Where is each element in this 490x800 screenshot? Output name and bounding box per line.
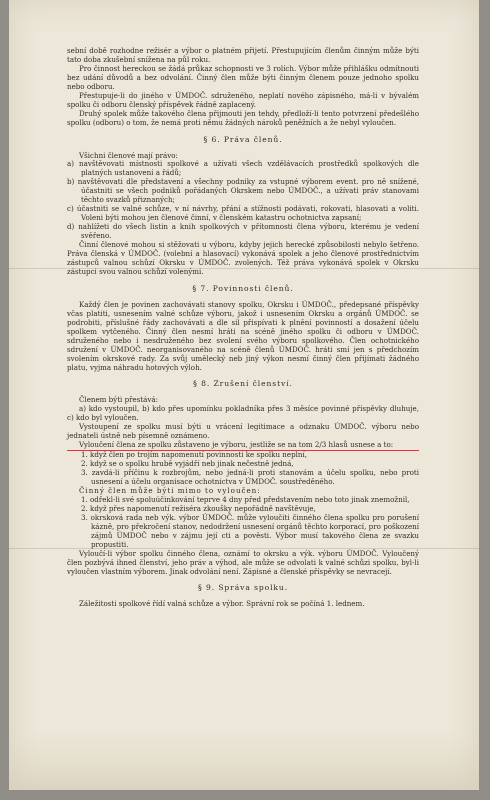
section-paragraph: Záležitosti spolkové řídí valná schůze a výbor. Správní rok se počíná 1. lednem.	[79, 599, 365, 609]
expulsion-item: 2. když přes napomenutí režiséra zkoušky nepořádně navštěvuje,	[81, 503, 316, 513]
rights-item: d) nahlížeti do všech listin a knih spolkových v přítomnosti člena výboru, kterému je vedení svěřeno.	[67, 222, 419, 241]
expulsion-item: 1. odřekl-li své spoluúčinkování teprve 4 dny před představením nebo toto jinak znemožnil,	[81, 494, 410, 504]
section-paragraph: Vyloučí-li výbor spolku činného člena, oznámí to okrsku a výk. výboru ÚMDOČ. Vyloučený člen pozbývá ihned členství, jeho práv a výhod, ale může se odvolati k valné schůzi spolku, byl-li vyloučen vlastním výborem. Jinak odvolání není. Zápisné a členské příspěvky se nevracejí.	[67, 548, 419, 576]
section-heading: § 8. Zrušení členství.	[193, 379, 293, 389]
rights-item: a) navštěvovati místnosti spolkové a užívati všech vzdělávacích prostředků spolkových dle platných ustanovení a řádů;	[67, 159, 419, 178]
section-heading: § 9. Správa spolku.	[197, 583, 289, 593]
section-heading: § 6. Práva členů.	[203, 134, 283, 144]
expulsion-item: 1. když člen po trojím napomenutí povinnosti ke spolku neplní,	[81, 450, 307, 460]
section-paragraph: Každý člen je povinen zachovávati stanovy spolku, Okrsku i ÚMDOČ., předepsané příspěvky včas platiti, usnesením valné schůze výboru, jakož i usnesením Okrsku a orgánů ÚMDOČ. se podrobiti, příslušné řády zachovávati a dle sil přispívati k plnění povinností a dosažení účelu spolkem vytčeného. Činný člen nesmí hráti na scéně jiného spolku či odboru v ÚMDOČ. sdruženého nebo i nesdruženého bez svolení svého výboru spolkového. Člen ochotnického sdružení v ÚMDOČ. neorganisovaného na scéně členů ÚMDOČ. hráti smí jen s předchozím svolením okrskové rady. Za svůj umělecký neb jiný výkon nesmí činný člen přijímati žádného platu, vyjma náhradu hotových výloh.	[67, 299, 419, 372]
section-paragraph: Vystoupení ze spolku musí býti u vrácení legitimace a odznaku ÚMDOČ. výboru nebo jednateli ústně neb písemně oznámeno.	[67, 422, 419, 441]
expulsion-item: 2. když se o spolku hrubě vyjádří neb jinak nečestně jedná,	[81, 459, 294, 469]
rights-item: c) účastniti se valné schůze, v ní návrhy, přání a stížnosti podávati, rokovati, hlasovati a voliti. Voleni býti mohou jen členové činní, v členském katastru ochotnictva zapsaní;	[67, 204, 419, 223]
section-lead: Činný člen může býti mimo to vyloučen:	[79, 485, 261, 495]
section-paragraph: Vyloučení člena ze spolku zůstaveno je výboru, jestliže se na tom 2/3 hlasů usnese a to:	[67, 441, 419, 451]
rights-item: b) navštěvovati dle představení a všechny podniky za vstupné výborem event. pro ně snížené, účastniti se všech podniků pořádaných Okrskem nebo ÚMDOČ., a užívati práv stanovami těchto svazků přiznaných;	[67, 177, 419, 205]
intro-paragraph: Druhý spolek může takového člena přijmouti jen tehdy, předloží-li tento potvrzení předešlého spolku (odboru) o tom, že nemá proti němu žádných nároků peněžních a že nebyl vyloučen.	[67, 108, 419, 127]
intro-paragraph: sební době rozhodne režisér a výbor o platném přijetí. Přestupujícím členům činným může býti tato doba zkušební snížena na půl roku.	[67, 46, 419, 64]
expulsion-item: 3. okrsková rada neb výk. výbor ÚMDOČ. může vyloučiti činného člena spolku pro porušení kázně, pro překročení stanov, nedodržení usnesení orgánů těchto korporací, pro poškození zájmů ÚMDOČ nebo v zájmu její cti a pověsti. Výbor musí takového člena ze svazku propustiti.	[81, 512, 419, 549]
text-column	[67, 47, 419, 609]
intro-paragraph: Pro činnost hereckou se žádá průkaz schopnosti ve 3 rolích. Výbor může přihlášku odmítnouti bez udání důvodů a bez odvolání. Činný člen může býti činným členem pouze jednoho spolku nebo odboru.	[67, 63, 419, 91]
section-heading: § 7. Povinnosti členů.	[192, 283, 294, 293]
expulsion-item: 3. zavdá-li příčinu k rozbrojům, nebo jedná-li proti stanovám a účelu spolku, nebo proti usnesení a účelu organisace ochotnictva v ÚMDOČ. soustředěného.	[81, 468, 419, 486]
section-paragraph: a) kdo vystoupil, b) kdo přes upomínku pokladníka přes 3 měsíce povinné příspěvky dluhuje, c) kdo byl vyloučen.	[67, 404, 419, 423]
document-page	[9, 0, 479, 790]
section-lead: Všichni členové mají právo:	[79, 150, 178, 160]
section-paragraph: Činní členové mohou si stěžovati u výboru, kdyby jejich herecké způsobilosti nebylo šetřeno. Práva členská v ÚMDOČ. (volební a hlasovací) vykonává spolek a jeho členové prostřednictvím zástupců valnou schůzí Okrsku v ÚMDOČ. zvolených. Též práva vykonává spolek v Okrsku zástupci svou valnou schůzí volenými.	[67, 240, 419, 276]
section-lead: Členem býti přestává:	[79, 395, 159, 405]
intro-paragraph: Přestupuje-li do jiného v ÚMDOČ. sdruženého, neplatí nového zápisného, má-li v bývalém spolku či odboru členský příspěvek řádně zaplacený.	[67, 90, 419, 109]
